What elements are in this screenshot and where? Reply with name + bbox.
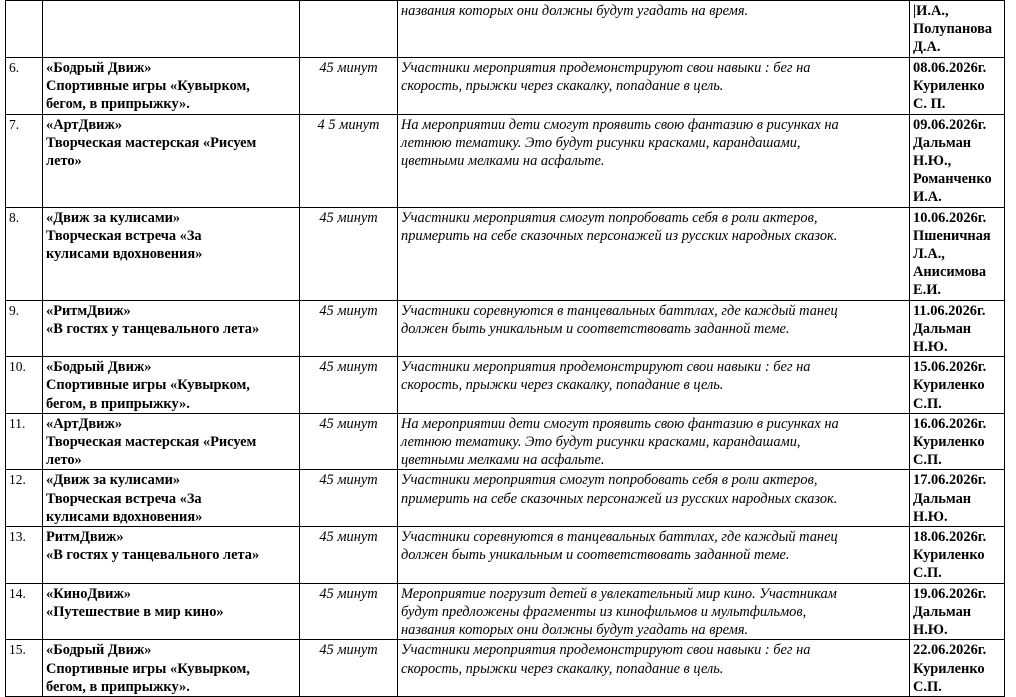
event-date-responsible bbox=[910, 1, 1005, 58]
event-description bbox=[398, 470, 910, 527]
event-title-line: «В гостях у танцевального лета» bbox=[46, 320, 260, 337]
responsible-line: Куриленко bbox=[913, 660, 985, 677]
event-title-line: Спортивные игры «Кувырком, bbox=[46, 660, 250, 677]
row-number: 7. bbox=[6, 114, 43, 207]
responsible-line: Дальман bbox=[913, 320, 972, 337]
event-title bbox=[43, 640, 300, 697]
responsible-line: Куриленко bbox=[913, 377, 985, 394]
event-description-line: Участники мероприятия смогут попробовать себя в роли актеров, bbox=[401, 472, 818, 489]
responsible-line: Пшеничная bbox=[913, 227, 991, 244]
event-title-line: лето» bbox=[46, 153, 82, 170]
event-title-line: кулисами вдохновения» bbox=[46, 246, 203, 263]
event-title-line: «В гостях у танцевального лета» bbox=[46, 547, 260, 564]
responsible-line: Анисимова bbox=[913, 264, 987, 281]
event-title bbox=[43, 413, 300, 470]
responsible-line: И.А. bbox=[913, 189, 942, 206]
responsible-line: Куриленко bbox=[913, 78, 985, 95]
event-description bbox=[398, 640, 910, 697]
event-title-line: Спортивные игры «Кувырком, bbox=[46, 78, 250, 95]
event-description-line: На мероприятии дети смогут проявить свою фантазию в рисунках на bbox=[401, 415, 839, 432]
event-title bbox=[43, 583, 300, 640]
event-date-responsible bbox=[910, 300, 1005, 357]
event-duration: 45 минут bbox=[300, 470, 398, 527]
event-duration: 45 минут bbox=[300, 413, 398, 470]
event-description-line: будут предложены фрагменты из кинофильмов и мультфильмов, bbox=[401, 603, 807, 620]
row-number: 8. bbox=[6, 207, 43, 300]
event-description-line: названия которых они должны будут угадать на время. bbox=[401, 3, 749, 19]
responsible-line: 22.06.2026г. bbox=[913, 642, 987, 659]
event-title-line: бегом, в припрыжку». bbox=[46, 96, 190, 113]
event-duration: 4 5 минут bbox=[300, 114, 398, 207]
event-title-line: бегом, в припрыжку». bbox=[46, 678, 190, 695]
event-description-line: летнюю тематику. Это будут рисунки красками, карандашами, bbox=[401, 134, 801, 151]
responsible-line: С.П. bbox=[913, 565, 942, 582]
responsible-line: 15.06.2026г. bbox=[913, 359, 987, 376]
event-description-line: Участники мероприятия продемонстрируют свои навыки : бег на bbox=[401, 359, 811, 376]
responsible-line: Д.А. bbox=[913, 39, 941, 56]
event-date-responsible bbox=[910, 583, 1005, 640]
event-description-line: Участники мероприятия смогут попробовать себя в роли актеров, bbox=[401, 209, 818, 226]
event-description bbox=[398, 114, 910, 207]
event-description-line: На мероприятии дети смогут проявить свою фантазию в рисунках на bbox=[401, 116, 839, 133]
row-number: 9. bbox=[6, 300, 43, 357]
table-row bbox=[6, 114, 1005, 207]
event-date-responsible bbox=[910, 58, 1005, 115]
event-title-line: Творческая встреча «За bbox=[46, 227, 202, 244]
event-title-line: РитмДвиж» bbox=[46, 529, 124, 546]
event-duration: 45 минут bbox=[300, 527, 398, 584]
table-row bbox=[6, 470, 1005, 527]
event-title bbox=[43, 1, 300, 58]
schedule-rows bbox=[6, 1, 1005, 697]
event-description-line: скорость, прыжки через скакалку, попадание в цель. bbox=[401, 78, 724, 95]
event-title bbox=[43, 114, 300, 207]
event-description-line: названия которых они должны будут угадать на время. bbox=[401, 622, 749, 639]
table-row bbox=[6, 58, 1005, 115]
event-description bbox=[398, 1, 910, 58]
event-description bbox=[398, 207, 910, 300]
event-description-line: должен быть уникальным и соответствовать заданной теме. bbox=[401, 547, 790, 564]
event-date-responsible bbox=[910, 207, 1005, 300]
event-description-line: скорость, прыжки через скакалку, попадание в цель. bbox=[401, 660, 724, 677]
responsible-line: Дальман bbox=[913, 490, 972, 507]
event-title-line: Творческая встреча «За bbox=[46, 490, 202, 507]
responsible-line: Куриленко bbox=[913, 547, 985, 564]
event-date-responsible bbox=[910, 470, 1005, 527]
responsible-line: С.П. bbox=[913, 452, 942, 469]
table-row bbox=[6, 583, 1005, 640]
responsible-line: Е.И. bbox=[913, 282, 941, 299]
responsible-line: 19.06.2026г. bbox=[913, 585, 987, 602]
table-row bbox=[6, 1, 1005, 58]
responsible-line: Куриленко bbox=[913, 434, 985, 451]
responsible-line: Романченко bbox=[913, 171, 992, 188]
responsible-line: 08.06.2026г. bbox=[913, 60, 987, 76]
event-title-line: Творческая мастерская «Рисуем bbox=[46, 134, 257, 151]
event-description-line: цветными мелками на асфальте. bbox=[401, 452, 605, 469]
row-number: 10. bbox=[6, 357, 43, 414]
responsible-line: 16.06.2026г. bbox=[913, 415, 987, 432]
responsible-line: Н.Ю. bbox=[913, 339, 948, 356]
event-title-line: «Путешествие в мир кино» bbox=[46, 603, 224, 620]
event-title bbox=[43, 527, 300, 584]
event-description-line: Участники соревнуются в танцевальных баттлах, где каждый танец bbox=[401, 529, 838, 546]
event-title-line: «Движ за кулисами» bbox=[46, 209, 181, 226]
event-description bbox=[398, 300, 910, 357]
event-description-line: примерить на себе сказочных персонажей из русских народных сказок. bbox=[401, 490, 838, 507]
responsible-line: Л.А., bbox=[913, 246, 945, 263]
event-title-line: «Движ за кулисами» bbox=[46, 472, 181, 489]
table-row bbox=[6, 640, 1005, 697]
event-title-line: Творческая мастерская «Рисуем bbox=[46, 434, 257, 451]
event-title-line: «АртДвиж» bbox=[46, 116, 123, 133]
row-number: 12. bbox=[6, 470, 43, 527]
responsible-line: 09.06.2026г. bbox=[913, 116, 987, 133]
row-number: 11. bbox=[6, 413, 43, 470]
responsible-line: С. П. bbox=[913, 96, 946, 113]
event-title-line: «РитмДвиж» bbox=[46, 302, 131, 319]
responsible-line: Полупанова bbox=[913, 21, 993, 38]
responsible-line: С.П. bbox=[913, 395, 942, 412]
event-date-responsible bbox=[910, 527, 1005, 584]
row-number: 13. bbox=[6, 527, 43, 584]
table-row bbox=[6, 300, 1005, 357]
event-duration bbox=[300, 1, 398, 58]
event-title bbox=[43, 58, 300, 115]
schedule-table bbox=[5, 0, 1005, 697]
responsible-line: 18.06.2026г. bbox=[913, 529, 987, 546]
event-description-line: цветными мелками на асфальте. bbox=[401, 153, 605, 170]
event-title bbox=[43, 207, 300, 300]
event-description-line: скорость, прыжки через скакалку, попадание в цель. bbox=[401, 377, 724, 394]
event-title bbox=[43, 300, 300, 357]
event-description-line: летнюю тематику. Это будут рисунки красками, карандашами, bbox=[401, 434, 801, 451]
row-number: 14. bbox=[6, 583, 43, 640]
responsible-line: 11.06.2026г. bbox=[913, 302, 986, 319]
event-description bbox=[398, 527, 910, 584]
event-description bbox=[398, 583, 910, 640]
event-description bbox=[398, 357, 910, 414]
event-date-responsible bbox=[910, 357, 1005, 414]
event-date-responsible bbox=[910, 114, 1005, 207]
event-duration: 45 минут bbox=[300, 357, 398, 414]
event-duration: 45 минут bbox=[300, 583, 398, 640]
event-description-line: должен быть уникальным и соответствовать заданной теме. bbox=[401, 320, 790, 337]
event-description bbox=[398, 58, 910, 115]
event-title-line: «АртДвиж» bbox=[46, 415, 123, 432]
row-number: 6. bbox=[6, 58, 43, 115]
event-description-line: примерить на себе сказочных персонажей из русских народных сказок. bbox=[401, 227, 838, 244]
event-description-line: Участники соревнуются в танцевальных баттлах, где каждый танец bbox=[401, 302, 838, 319]
table-row bbox=[6, 413, 1005, 470]
event-date-responsible bbox=[910, 413, 1005, 470]
responsible-line: С.П. bbox=[913, 678, 942, 695]
event-title-line: «КиноДвиж» bbox=[46, 585, 132, 602]
event-title-line: «Бодрый Движ» bbox=[46, 60, 152, 76]
event-duration: 45 минут bbox=[300, 300, 398, 357]
table-row bbox=[6, 207, 1005, 300]
responsible-line: Дальман bbox=[913, 603, 972, 620]
event-duration: 45 минут bbox=[300, 58, 398, 115]
event-description bbox=[398, 413, 910, 470]
responsible-line: |И.А., bbox=[913, 3, 949, 19]
responsible-line: Н.Ю., bbox=[913, 153, 952, 170]
event-duration: 45 минут bbox=[300, 640, 398, 697]
event-title-line: «Бодрый Движ» bbox=[46, 359, 152, 376]
row-number: 15. bbox=[6, 640, 43, 697]
responsible-line: Н.Ю. bbox=[913, 508, 948, 525]
event-title-line: бегом, в припрыжку». bbox=[46, 395, 190, 412]
event-description-line: Участники мероприятия продемонстрируют свои навыки : бег на bbox=[401, 642, 811, 659]
responsible-line: 10.06.2026г. bbox=[913, 209, 987, 226]
event-title-line: «Бодрый Движ» bbox=[46, 642, 152, 659]
event-title-line: кулисами вдохновения» bbox=[46, 508, 203, 525]
table-row bbox=[6, 527, 1005, 584]
event-title bbox=[43, 357, 300, 414]
event-title-line: Спортивные игры «Кувырком, bbox=[46, 377, 250, 394]
row-number bbox=[6, 1, 43, 58]
responsible-line: 17.06.2026г. bbox=[913, 472, 987, 489]
responsible-line: Дальман bbox=[913, 134, 972, 151]
table-row bbox=[6, 357, 1005, 414]
responsible-line: Н.Ю. bbox=[913, 622, 948, 639]
event-title bbox=[43, 470, 300, 527]
event-duration: 45 минут bbox=[300, 207, 398, 300]
event-title-line: лето» bbox=[46, 452, 82, 469]
event-description-line: Участники мероприятия продемонстрируют свои навыки : бег на bbox=[401, 60, 811, 76]
event-date-responsible bbox=[910, 640, 1005, 697]
event-description-line: Мероприятие погрузит детей в увлекательный мир кино. Участникам bbox=[401, 585, 837, 602]
